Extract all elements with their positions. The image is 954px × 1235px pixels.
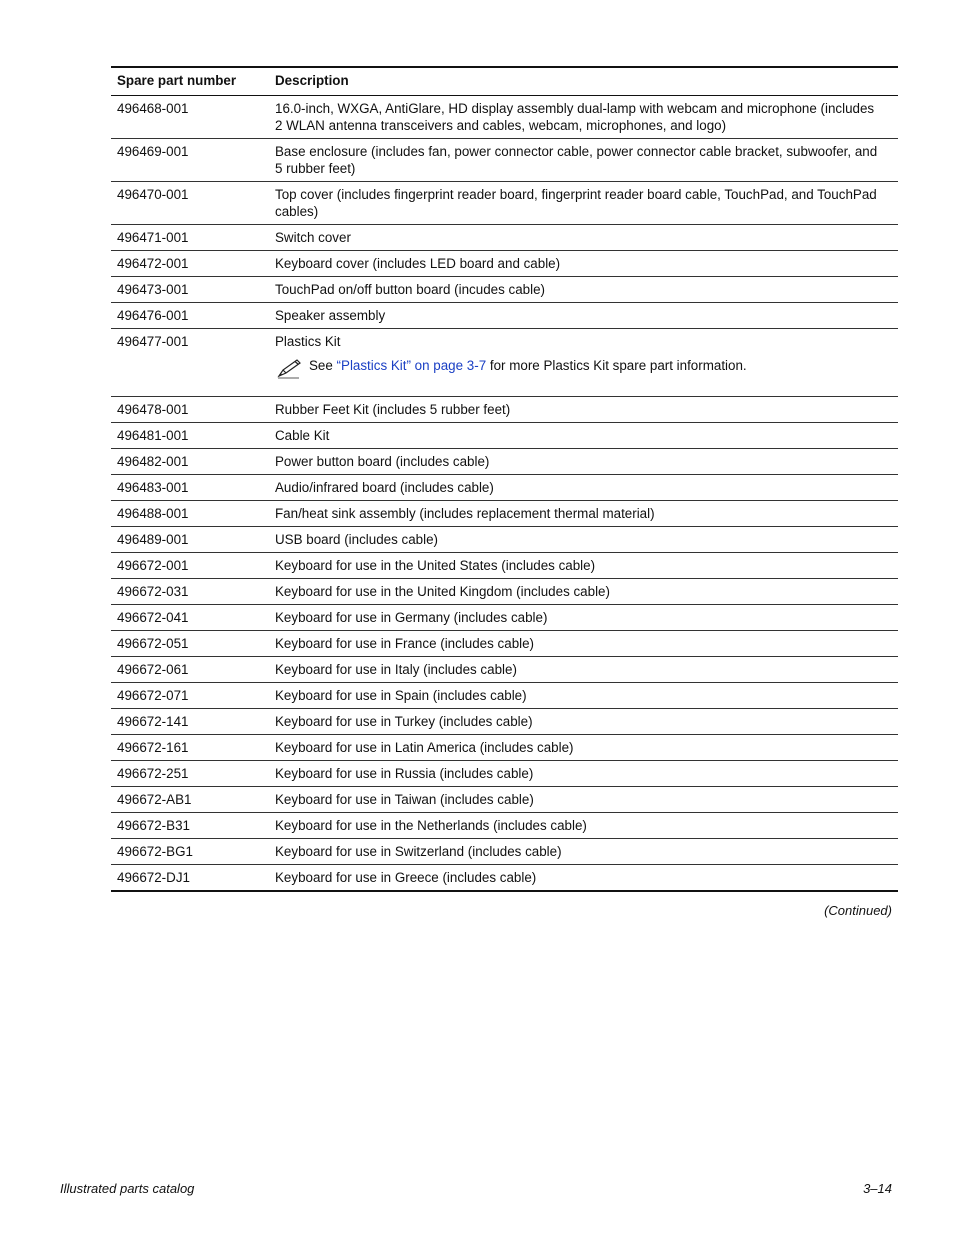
table-row bbox=[111, 475, 898, 501]
column-header-part-number: Spare part number bbox=[111, 67, 269, 96]
description-cell bbox=[269, 475, 898, 501]
description-cell bbox=[269, 605, 898, 631]
description-cell bbox=[269, 251, 898, 277]
footer-section-title: Illustrated parts catalog bbox=[60, 1181, 195, 1196]
part-number-cell: 496672-031 bbox=[111, 579, 269, 605]
part-number-cell: 496672-B31 bbox=[111, 813, 269, 839]
part-number-cell: 496483-001 bbox=[111, 475, 269, 501]
table-row bbox=[111, 683, 898, 709]
part-number-cell: 496482-001 bbox=[111, 449, 269, 475]
part-number-cell: 496672-DJ1 bbox=[111, 865, 269, 892]
description-text: USB board (includes cable) bbox=[275, 532, 439, 547]
part-number-cell: 496672-061 bbox=[111, 657, 269, 683]
description-cell bbox=[269, 303, 898, 329]
description-text: Cable Kit bbox=[275, 428, 330, 443]
description-text: Base enclosure (includes fan, power connector cable, power connector cable bracket, subwoofer, and 5 rubber feet) bbox=[275, 144, 878, 176]
part-number-cell: 496488-001 bbox=[111, 501, 269, 527]
description-text: Keyboard for use in the United States (includes cable) bbox=[275, 558, 596, 573]
part-number-cell: 496672-BG1 bbox=[111, 839, 269, 865]
part-number-cell: 496477-001 bbox=[111, 329, 269, 397]
table-row bbox=[111, 631, 898, 657]
part-number-cell: 496672-001 bbox=[111, 553, 269, 579]
table-row bbox=[111, 657, 898, 683]
part-number-cell: 496469-001 bbox=[111, 139, 269, 182]
note-text bbox=[309, 357, 747, 374]
pencil-icon bbox=[275, 357, 303, 379]
description-cell bbox=[269, 423, 898, 449]
description-text: Speaker assembly bbox=[275, 308, 386, 323]
table-row bbox=[111, 605, 898, 631]
description-text: Keyboard cover (includes LED board and cable) bbox=[275, 256, 561, 271]
table-row bbox=[111, 303, 898, 329]
part-number-cell: 496478-001 bbox=[111, 397, 269, 423]
part-number-cell: 496672-041 bbox=[111, 605, 269, 631]
description-cell bbox=[269, 501, 898, 527]
table-row bbox=[111, 865, 898, 892]
table-body bbox=[111, 96, 898, 892]
part-number-cell: 496672-071 bbox=[111, 683, 269, 709]
description-cell bbox=[269, 683, 898, 709]
description-text: TouchPad on/off button board (incudes cable) bbox=[275, 282, 545, 297]
description-cell bbox=[269, 865, 898, 892]
table-row bbox=[111, 182, 898, 225]
description-cell bbox=[269, 735, 898, 761]
description-text: Keyboard for use in Taiwan (includes cable) bbox=[275, 792, 534, 807]
table-row bbox=[111, 329, 898, 397]
table-row bbox=[111, 813, 898, 839]
table-row bbox=[111, 761, 898, 787]
description-cell bbox=[269, 329, 898, 397]
description-text: Switch cover bbox=[275, 230, 351, 245]
table-row bbox=[111, 501, 898, 527]
description-cell bbox=[269, 579, 898, 605]
table-row bbox=[111, 277, 898, 303]
column-header-description: Description bbox=[269, 67, 898, 96]
description-text: Keyboard for use in Greece (includes cable) bbox=[275, 870, 537, 885]
description-text: Power button board (includes cable) bbox=[275, 454, 490, 469]
description-cell bbox=[269, 96, 898, 139]
description-cell bbox=[269, 225, 898, 251]
description-cell bbox=[269, 277, 898, 303]
table-header-row bbox=[111, 67, 898, 96]
part-number-cell: 496470-001 bbox=[111, 182, 269, 225]
description-cell bbox=[269, 449, 898, 475]
part-number-cell: 496471-001 bbox=[111, 225, 269, 251]
part-number-cell: 496472-001 bbox=[111, 251, 269, 277]
description-cell bbox=[269, 397, 898, 423]
part-number-cell: 496468-001 bbox=[111, 96, 269, 139]
description-text: Keyboard for use in Turkey (includes cable) bbox=[275, 714, 533, 729]
description-cell bbox=[269, 553, 898, 579]
table-row bbox=[111, 527, 898, 553]
table-row bbox=[111, 225, 898, 251]
note-suffix: for more Plastics Kit spare part information. bbox=[486, 358, 747, 373]
description-cell bbox=[269, 761, 898, 787]
table-row bbox=[111, 839, 898, 865]
description-text: Fan/heat sink assembly (includes replacement thermal material) bbox=[275, 506, 655, 521]
description-text: Keyboard for use in Russia (includes cable) bbox=[275, 766, 534, 781]
description-text: Top cover (includes fingerprint reader board, fingerprint reader board cable, TouchPad, and TouchPad cables) bbox=[275, 187, 877, 219]
table-row bbox=[111, 397, 898, 423]
description-cell bbox=[269, 631, 898, 657]
description-cell bbox=[269, 709, 898, 735]
part-number-cell: 496672-161 bbox=[111, 735, 269, 761]
description-cell bbox=[269, 657, 898, 683]
description-cell bbox=[269, 787, 898, 813]
description-cell bbox=[269, 139, 898, 182]
footer-page-number: 3–14 bbox=[863, 1181, 892, 1196]
continued-label: (Continued) bbox=[824, 903, 892, 918]
spare-parts-table bbox=[111, 66, 898, 892]
description-cell bbox=[269, 182, 898, 225]
note bbox=[275, 357, 880, 379]
part-number-cell: 496481-001 bbox=[111, 423, 269, 449]
description-text: Keyboard for use in Italy (includes cable) bbox=[275, 662, 517, 677]
part-number-cell: 496473-001 bbox=[111, 277, 269, 303]
description-text: Audio/infrared board (includes cable) bbox=[275, 480, 494, 495]
table-row bbox=[111, 251, 898, 277]
description-text: Plastics Kit bbox=[275, 334, 341, 349]
description-text: 16.0-inch, WXGA, AntiGlare, HD display assembly dual-lamp with webcam and microphone (includes 2 WLAN antenna transceivers and cables, webcam, microphones, and logo) bbox=[275, 101, 875, 133]
description-text: Rubber Feet Kit (includes 5 rubber feet) bbox=[275, 402, 511, 417]
table-row bbox=[111, 449, 898, 475]
description-text: Keyboard for use in France (includes cable) bbox=[275, 636, 535, 651]
table-row bbox=[111, 96, 898, 139]
description-text: Keyboard for use in the United Kingdom (includes cable) bbox=[275, 584, 610, 599]
part-number-cell: 496672-051 bbox=[111, 631, 269, 657]
description-cell bbox=[269, 527, 898, 553]
plastics-kit-link[interactable]: “Plastics Kit” on page 3-7 bbox=[336, 358, 487, 373]
description-text: Keyboard for use in Spain (includes cable) bbox=[275, 688, 527, 703]
table-row bbox=[111, 553, 898, 579]
table-row bbox=[111, 139, 898, 182]
table-row bbox=[111, 709, 898, 735]
description-cell bbox=[269, 839, 898, 865]
description-text: Keyboard for use in Switzerland (includes cable) bbox=[275, 844, 562, 859]
part-number-cell: 496476-001 bbox=[111, 303, 269, 329]
part-number-cell: 496672-AB1 bbox=[111, 787, 269, 813]
note-prefix: See bbox=[309, 358, 337, 373]
description-cell bbox=[269, 813, 898, 839]
description-text: Keyboard for use in Latin America (includes cable) bbox=[275, 740, 574, 755]
table-row bbox=[111, 787, 898, 813]
part-number-cell: 496672-141 bbox=[111, 709, 269, 735]
table-row bbox=[111, 423, 898, 449]
table-row bbox=[111, 735, 898, 761]
description-text: Keyboard for use in the Netherlands (includes cable) bbox=[275, 818, 587, 833]
part-number-cell: 496489-001 bbox=[111, 527, 269, 553]
description-text: Keyboard for use in Germany (includes cable) bbox=[275, 610, 548, 625]
table-row bbox=[111, 579, 898, 605]
part-number-cell: 496672-251 bbox=[111, 761, 269, 787]
